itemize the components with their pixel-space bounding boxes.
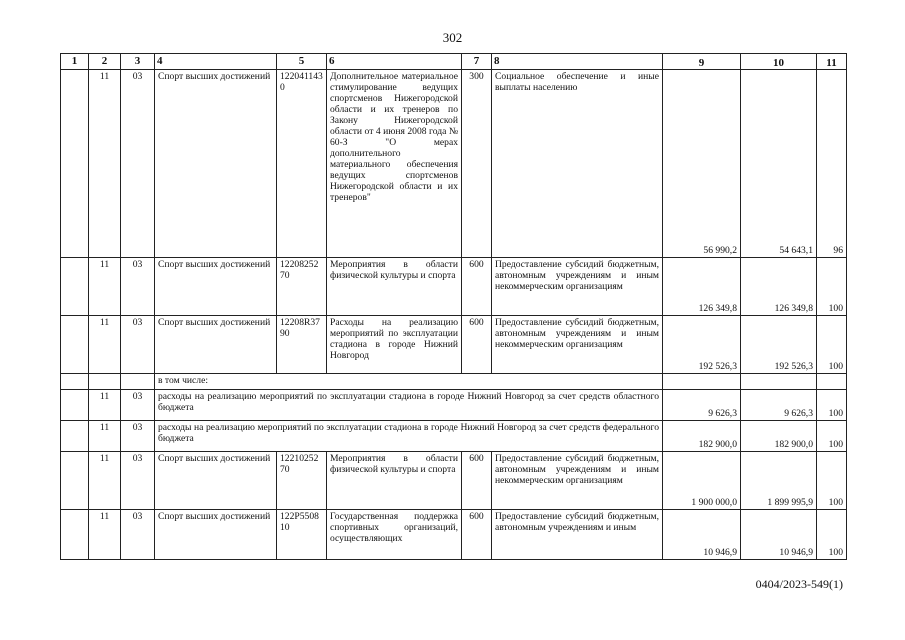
cell-expense-name: Предоставление субсидий бюджетным, автономным учреждениям и иным некоммерческим организациям <box>492 316 663 374</box>
cell-actual-amount <box>741 374 817 390</box>
cell-target-code: 1220825270 <box>277 258 327 316</box>
cell-col-1 <box>61 452 89 510</box>
header-col-8: 8 <box>492 54 663 70</box>
cell-expense-name: Предоставление субсидий бюджетным, автономным учреждениям и иным некоммерческим организациям <box>492 258 663 316</box>
cell-planned-amount: 9 626,3 <box>663 390 741 421</box>
cell-target-name: Мероприятия в области физической культуры и спорта <box>327 452 462 510</box>
table-body <box>61 54 847 560</box>
cell-percent: 96 <box>817 70 847 258</box>
cell-expense-name: Социальное обеспечение и иные выплаты населению <box>492 70 663 258</box>
cell-expense-type: 600 <box>462 258 492 316</box>
cell-section-name: Спорт высших достижений <box>155 258 277 316</box>
cell-subsection <box>121 374 155 390</box>
page-number: 302 <box>442 30 463 45</box>
cell-target-name: Мероприятия в области физической культуры и спорта <box>327 258 462 316</box>
cell-planned-amount: 192 526,3 <box>663 316 741 374</box>
table-row <box>61 510 847 560</box>
cell-expense-name: Предоставление субсидий бюджетным, автономным учреждениям и иным некоммерческим организациям <box>492 452 663 510</box>
cell-section <box>89 374 121 390</box>
cell-expense-type: 300 <box>462 70 492 258</box>
cell-col-1 <box>61 390 89 421</box>
document-code: 0404/2023-549(1) <box>755 577 843 591</box>
cell-subsection: 03 <box>121 510 155 560</box>
cell-planned-amount <box>663 374 741 390</box>
cell-section: 11 <box>89 316 121 374</box>
cell-section-name: Спорт высших достижений <box>155 510 277 560</box>
cell-note: в том числе: <box>155 374 663 390</box>
cell-percent: 100 <box>817 510 847 560</box>
cell-section: 11 <box>89 70 121 258</box>
cell-section: 11 <box>89 510 121 560</box>
cell-section: 11 <box>89 452 121 510</box>
cell-col-1 <box>61 258 89 316</box>
cell-subsection: 03 <box>121 390 155 421</box>
cell-target-code: 12208R3790 <box>277 316 327 374</box>
cell-col-1 <box>61 70 89 258</box>
cell-percent <box>817 374 847 390</box>
cell-section-name: Спорт высших достижений <box>155 316 277 374</box>
header-col-5: 5 <box>277 54 327 70</box>
cell-subsection: 03 <box>121 70 155 258</box>
cell-col-1 <box>61 316 89 374</box>
cell-description: расходы на реализацию мероприятий по эксплуатации стадиона в городе Нижний Новгород за счет средств областного бюджета <box>155 390 663 421</box>
cell-section-name: Спорт высших достижений <box>155 452 277 510</box>
table-row <box>61 70 847 258</box>
cell-target-code: 1221025270 <box>277 452 327 510</box>
cell-target-name: Дополнительное материальное стимулирование ведущих спортсменов Нижегородской области и их тренеров по Закону Нижегородской области от 4 июня 2008 года № 60-З "О мерах дополнительного материального обеспечения ведущих спортсменов Нижегородской области и их тренеров" <box>327 70 462 258</box>
cell-target-name: Государственная поддержка спортивных организаций, осуществляющих <box>327 510 462 560</box>
header-col-6: 6 <box>327 54 462 70</box>
header-col-2: 2 <box>89 54 121 70</box>
cell-expense-name: Предоставление субсидий бюджетным, автономным учреждениям и иным <box>492 510 663 560</box>
header-col-10: 10 <box>741 54 817 70</box>
cell-percent: 100 <box>817 316 847 374</box>
cell-section: 11 <box>89 421 121 452</box>
cell-expense-type: 600 <box>462 316 492 374</box>
cell-subsection: 03 <box>121 258 155 316</box>
cell-actual-amount: 1 899 995,9 <box>741 452 817 510</box>
cell-col-1 <box>61 510 89 560</box>
cell-percent: 100 <box>817 390 847 421</box>
table-row <box>61 390 847 421</box>
cell-actual-amount: 126 349,8 <box>741 258 817 316</box>
cell-actual-amount: 10 946,9 <box>741 510 817 560</box>
cell-percent: 100 <box>817 258 847 316</box>
cell-expense-type: 600 <box>462 452 492 510</box>
header-col-4: 4 <box>155 54 277 70</box>
cell-description: расходы на реализацию мероприятий по эксплуатации стадиона в городе Нижний Новгород за счет средств федерального бюджета <box>155 421 663 452</box>
table-row <box>61 258 847 316</box>
cell-percent: 100 <box>817 452 847 510</box>
table-row <box>61 316 847 374</box>
cell-actual-amount: 9 626,3 <box>741 390 817 421</box>
header-col-11: 11 <box>817 54 847 70</box>
cell-subsection: 03 <box>121 452 155 510</box>
cell-target-code: 122P550810 <box>277 510 327 560</box>
cell-section-name: Спорт высших достижений <box>155 70 277 258</box>
header-col-3: 3 <box>121 54 155 70</box>
budget-table <box>60 53 847 560</box>
cell-target-code: 1220411430 <box>277 70 327 258</box>
cell-percent: 100 <box>817 421 847 452</box>
cell-target-name: Расходы на реализацию мероприятий по эксплуатации стадиона в городе Нижний Новгород <box>327 316 462 374</box>
cell-section: 11 <box>89 390 121 421</box>
cell-planned-amount: 56 990,2 <box>663 70 741 258</box>
cell-subsection: 03 <box>121 421 155 452</box>
cell-section: 11 <box>89 258 121 316</box>
header-col-7: 7 <box>462 54 492 70</box>
cell-subsection: 03 <box>121 316 155 374</box>
table-row <box>61 421 847 452</box>
header-col-1: 1 <box>61 54 89 70</box>
header-col-9: 9 <box>663 54 741 70</box>
cell-planned-amount: 126 349,8 <box>663 258 741 316</box>
cell-planned-amount: 1 900 000,0 <box>663 452 741 510</box>
cell-planned-amount: 10 946,9 <box>663 510 741 560</box>
table-header-row <box>61 54 847 70</box>
cell-actual-amount: 192 526,3 <box>741 316 817 374</box>
cell-actual-amount: 54 643,1 <box>741 70 817 258</box>
cell-col-1 <box>61 421 89 452</box>
table-row <box>61 452 847 510</box>
cell-planned-amount: 182 900,0 <box>663 421 741 452</box>
cell-expense-type: 600 <box>462 510 492 560</box>
cell-actual-amount: 182 900,0 <box>741 421 817 452</box>
table-row <box>61 374 847 390</box>
cell-col-1 <box>61 374 89 390</box>
